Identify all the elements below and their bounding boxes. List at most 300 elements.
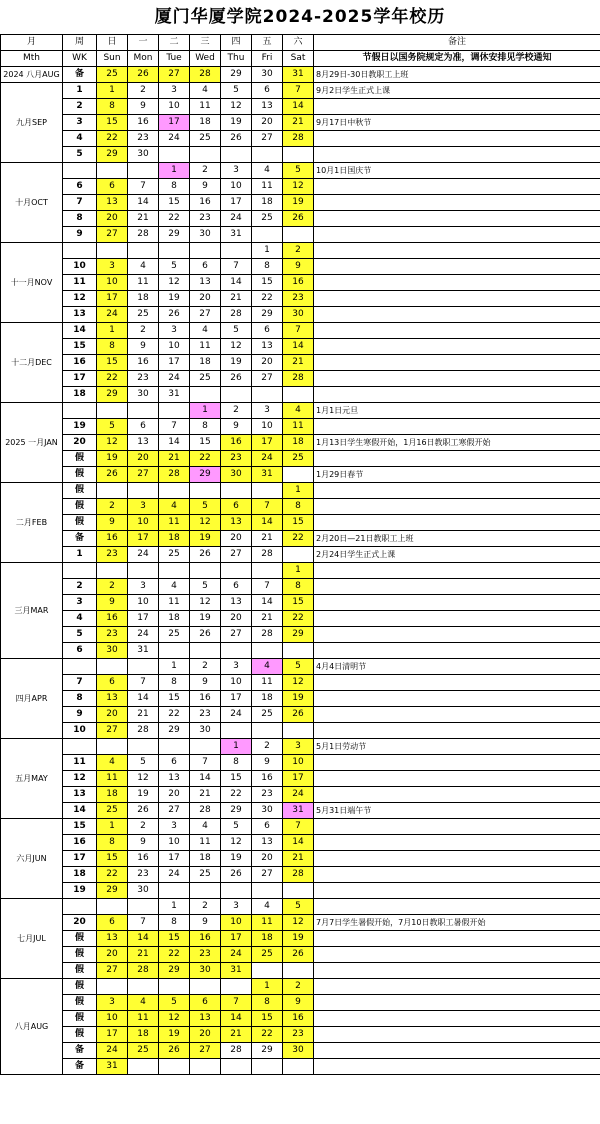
header-tue-en: Tue [159,51,190,67]
day-cell: 24 [159,131,190,147]
day-cell [190,243,221,259]
day-cell: 27 [97,963,128,979]
table-row [1,227,600,243]
day-cell: 24 [97,307,128,323]
day-cell: 5 [283,899,314,915]
day-cell: 15 [159,195,190,211]
table-row [1,339,600,355]
day-cell: 9 [128,339,159,355]
day-cell [128,163,159,179]
week-number: 7 [63,675,97,691]
table-row [1,979,600,995]
day-cell [221,483,252,499]
day-cell: 18 [128,291,159,307]
day-cell: 3 [159,83,190,99]
day-cell [159,643,190,659]
day-cell: 19 [159,291,190,307]
day-cell: 9 [252,755,283,771]
day-cell: 27 [190,307,221,323]
day-cell [159,147,190,163]
day-cell: 24 [128,627,159,643]
day-cell: 6 [252,83,283,99]
day-cell: 27 [221,627,252,643]
week-number: 8 [63,211,97,227]
day-cell: 25 [283,451,314,467]
day-cell [190,739,221,755]
day-cell [252,883,283,899]
day-cell: 14 [128,195,159,211]
note-cell [314,979,600,995]
day-cell: 11 [128,1011,159,1027]
day-cell: 25 [159,547,190,563]
day-cell [252,963,283,979]
day-cell: 23 [252,787,283,803]
day-cell: 25 [159,627,190,643]
day-cell [283,147,314,163]
week-number: 6 [63,643,97,659]
day-cell: 31 [97,1059,128,1075]
day-cell: 30 [252,67,283,83]
day-cell: 2 [190,163,221,179]
day-cell: 17 [159,851,190,867]
note-cell [314,867,600,883]
note-cell: 5月1日劳动节 [314,739,600,755]
month-label: 三月MAR [1,563,63,659]
day-cell [190,563,221,579]
table-row [1,867,600,883]
day-cell: 7 [252,579,283,595]
week-number: 6 [63,179,97,195]
week-number: 19 [63,883,97,899]
day-cell [159,403,190,419]
day-cell: 7 [252,499,283,515]
day-cell: 28 [283,867,314,883]
day-cell: 26 [283,211,314,227]
table-row [1,1043,600,1059]
day-cell: 9 [283,995,314,1011]
day-cell: 25 [190,867,221,883]
day-cell: 10 [128,595,159,611]
day-cell: 6 [159,755,190,771]
day-cell: 15 [97,851,128,867]
day-cell: 18 [97,787,128,803]
week-number: 18 [63,867,97,883]
day-cell: 4 [97,755,128,771]
day-cell: 29 [252,307,283,323]
table-row [1,515,600,531]
day-cell: 16 [97,531,128,547]
day-cell: 26 [283,707,314,723]
day-cell: 22 [159,211,190,227]
week-number: 3 [63,595,97,611]
day-cell: 10 [252,419,283,435]
day-cell: 4 [283,403,314,419]
day-cell [159,563,190,579]
day-cell: 11 [190,99,221,115]
day-cell: 26 [221,371,252,387]
day-cell: 16 [128,851,159,867]
day-cell: 3 [128,499,159,515]
table-row [1,835,600,851]
month-label: 二月FEB [1,483,63,563]
day-cell [221,563,252,579]
day-cell: 1 [283,563,314,579]
week-number: 14 [63,803,97,819]
week-number: 5 [63,627,97,643]
day-cell: 29 [97,883,128,899]
note-cell [314,723,600,739]
note-cell [314,963,600,979]
day-cell: 17 [97,1027,128,1043]
day-cell [252,483,283,499]
table-row [1,531,600,547]
month-label: 十一月NOV [1,243,63,323]
note-cell: 4月4日清明节 [314,659,600,675]
day-cell: 9 [190,179,221,195]
day-cell: 13 [97,195,128,211]
day-cell [283,723,314,739]
table-row [1,787,600,803]
day-cell: 20 [252,355,283,371]
note-cell [314,307,600,323]
day-cell [159,243,190,259]
table-row [1,275,600,291]
note-cell: 8月29日-30日教职工上班 [314,67,600,83]
day-cell: 28 [283,371,314,387]
day-cell: 14 [283,835,314,851]
day-cell: 11 [252,675,283,691]
day-cell: 14 [283,339,314,355]
day-cell [283,643,314,659]
week-number: 17 [63,851,97,867]
day-cell: 23 [221,451,252,467]
table-row [1,947,600,963]
day-cell: 27 [97,227,128,243]
table-row [1,723,600,739]
day-cell: 8 [283,499,314,515]
week-number: 10 [63,259,97,275]
day-cell: 5 [221,323,252,339]
day-cell: 16 [97,611,128,627]
day-cell: 17 [221,195,252,211]
day-cell: 8 [252,259,283,275]
table-row [1,819,600,835]
day-cell: 28 [190,67,221,83]
day-cell: 8 [252,995,283,1011]
table-row [1,659,600,675]
week-number [63,243,97,259]
day-cell: 27 [221,547,252,563]
day-cell: 28 [283,131,314,147]
day-cell: 10 [283,755,314,771]
month-label: 四月APR [1,659,63,739]
day-cell: 1 [159,899,190,915]
day-cell: 14 [159,435,190,451]
day-cell: 23 [283,1027,314,1043]
day-cell: 1 [283,483,314,499]
day-cell: 11 [190,835,221,851]
day-cell: 19 [128,787,159,803]
day-cell: 18 [190,355,221,371]
day-cell: 22 [252,1027,283,1043]
day-cell: 30 [128,883,159,899]
header-wed: 三 [190,35,221,51]
day-cell [97,483,128,499]
table-row [1,739,600,755]
day-cell: 16 [283,275,314,291]
note-cell [314,147,600,163]
day-cell: 12 [221,835,252,851]
day-cell: 21 [252,531,283,547]
day-cell: 26 [221,131,252,147]
day-cell: 9 [128,835,159,851]
week-number: 19 [63,419,97,435]
day-cell: 17 [159,115,190,131]
day-cell: 29 [159,227,190,243]
week-number: 13 [63,787,97,803]
day-cell: 24 [221,707,252,723]
day-cell: 28 [128,963,159,979]
day-cell: 22 [283,531,314,547]
day-cell [283,547,314,563]
header-notes-policy: 节假日以国务院规定为准，调休安排见学校通知 [314,51,600,67]
day-cell: 25 [252,947,283,963]
table-row [1,291,600,307]
day-cell: 30 [190,227,221,243]
table-row [1,259,600,275]
week-number: 假 [63,1011,97,1027]
day-cell: 31 [283,803,314,819]
note-cell [314,1059,600,1075]
day-cell: 15 [159,691,190,707]
note-cell: 9月17日中秋节 [314,115,600,131]
day-cell: 18 [159,531,190,547]
day-cell: 3 [221,659,252,675]
table-row [1,1059,600,1075]
note-cell [314,595,600,611]
week-number: 假 [63,995,97,1011]
day-cell: 29 [159,723,190,739]
day-cell: 2 [190,659,221,675]
day-cell: 21 [252,611,283,627]
day-cell: 14 [221,275,252,291]
table-row [1,995,600,1011]
day-cell [97,659,128,675]
day-cell: 11 [252,915,283,931]
week-number: 16 [63,355,97,371]
day-cell: 24 [252,451,283,467]
note-cell [314,835,600,851]
day-cell: 26 [190,547,221,563]
week-number: 9 [63,707,97,723]
day-cell: 24 [97,1043,128,1059]
day-cell: 19 [190,611,221,627]
day-cell: 5 [128,755,159,771]
table-row [1,99,600,115]
note-cell: 7月7日学生暑假开始，7月10日教职工暑假开始 [314,915,600,931]
day-cell [221,147,252,163]
day-cell [97,899,128,915]
header-sun-en: Sun [97,51,128,67]
note-cell [314,947,600,963]
day-cell: 11 [159,595,190,611]
day-cell: 28 [221,1043,252,1059]
day-cell: 27 [252,867,283,883]
day-cell [159,883,190,899]
month-label: 2025 一月JAN [1,403,63,483]
day-cell: 2 [283,243,314,259]
day-cell: 5 [190,499,221,515]
week-number: 假 [63,979,97,995]
note-cell: 2月24日学生正式上课 [314,547,600,563]
day-cell: 12 [190,595,221,611]
day-cell: 24 [283,787,314,803]
note-cell [314,675,600,691]
day-cell: 4 [159,579,190,595]
day-cell: 8 [159,675,190,691]
day-cell: 6 [97,179,128,195]
table-row [1,387,600,403]
day-cell: 18 [190,115,221,131]
day-cell: 3 [128,579,159,595]
header-month-en: Mth [1,51,63,67]
table-row [1,435,600,451]
day-cell: 15 [159,931,190,947]
note-cell [314,787,600,803]
day-cell: 25 [190,371,221,387]
week-number: 20 [63,915,97,931]
day-cell: 6 [97,675,128,691]
table-row [1,963,600,979]
table-row [1,307,600,323]
day-cell: 26 [128,803,159,819]
table-row [1,419,600,435]
day-cell: 20 [97,947,128,963]
week-number: 3 [63,115,97,131]
note-cell [314,515,600,531]
day-cell [221,883,252,899]
week-number: 假 [63,1027,97,1043]
day-cell: 27 [159,67,190,83]
day-cell: 1 [97,819,128,835]
day-cell: 16 [190,691,221,707]
day-cell: 7 [128,179,159,195]
day-cell: 5 [283,163,314,179]
week-number: 13 [63,307,97,323]
day-cell: 20 [252,115,283,131]
day-cell: 18 [252,195,283,211]
day-cell: 6 [128,419,159,435]
day-cell: 30 [128,387,159,403]
day-cell: 13 [252,339,283,355]
table-row [1,243,600,259]
day-cell: 13 [252,835,283,851]
day-cell: 11 [128,275,159,291]
day-cell: 24 [159,867,190,883]
day-cell: 4 [190,323,221,339]
day-cell: 16 [283,1011,314,1027]
week-number: 备 [63,531,97,547]
day-cell: 21 [283,851,314,867]
day-cell: 2 [128,819,159,835]
day-cell: 15 [283,595,314,611]
day-cell: 22 [97,371,128,387]
day-cell: 11 [159,515,190,531]
day-cell: 13 [128,435,159,451]
day-cell: 18 [159,611,190,627]
day-cell: 28 [128,723,159,739]
week-number: 假 [63,467,97,483]
note-cell [314,99,600,115]
day-cell: 12 [221,99,252,115]
day-cell: 13 [159,771,190,787]
note-cell [314,611,600,627]
header-notes: 备注 [314,35,600,51]
day-cell: 19 [283,195,314,211]
day-cell: 2 [221,403,252,419]
day-cell: 15 [97,355,128,371]
day-cell: 8 [221,755,252,771]
day-cell: 30 [252,803,283,819]
day-cell: 15 [190,435,221,451]
note-cell [314,355,600,371]
day-cell: 4 [252,163,283,179]
day-cell [190,1059,221,1075]
week-number: 1 [63,83,97,99]
day-cell: 23 [190,947,221,963]
day-cell: 18 [128,1027,159,1043]
day-cell [221,723,252,739]
day-cell: 16 [221,435,252,451]
day-cell: 17 [221,931,252,947]
table-row [1,627,600,643]
note-cell [314,931,600,947]
day-cell: 24 [221,947,252,963]
note-cell [314,339,600,355]
day-cell: 30 [283,1043,314,1059]
day-cell: 8 [283,579,314,595]
day-cell: 12 [128,771,159,787]
day-cell: 10 [128,515,159,531]
calendar-table [0,34,600,1075]
header-row-en [1,51,600,67]
week-number: 假 [63,499,97,515]
day-cell: 29 [221,67,252,83]
day-cell [97,563,128,579]
day-cell: 6 [252,323,283,339]
day-cell [159,1059,190,1075]
table-row [1,563,600,579]
day-cell: 8 [97,835,128,851]
table-row [1,1011,600,1027]
day-cell: 28 [159,467,190,483]
day-cell: 7 [128,675,159,691]
month-label: 十二月DEC [1,323,63,403]
day-cell: 2 [190,899,221,915]
week-number: 14 [63,323,97,339]
header-month: 月 [1,35,63,51]
day-cell: 6 [221,579,252,595]
day-cell: 29 [159,963,190,979]
day-cell: 7 [221,995,252,1011]
day-cell: 12 [159,275,190,291]
day-cell [128,979,159,995]
week-number: 2 [63,99,97,115]
day-cell: 8 [190,419,221,435]
day-cell: 4 [190,83,221,99]
table-row [1,1027,600,1043]
week-number: 假 [63,963,97,979]
